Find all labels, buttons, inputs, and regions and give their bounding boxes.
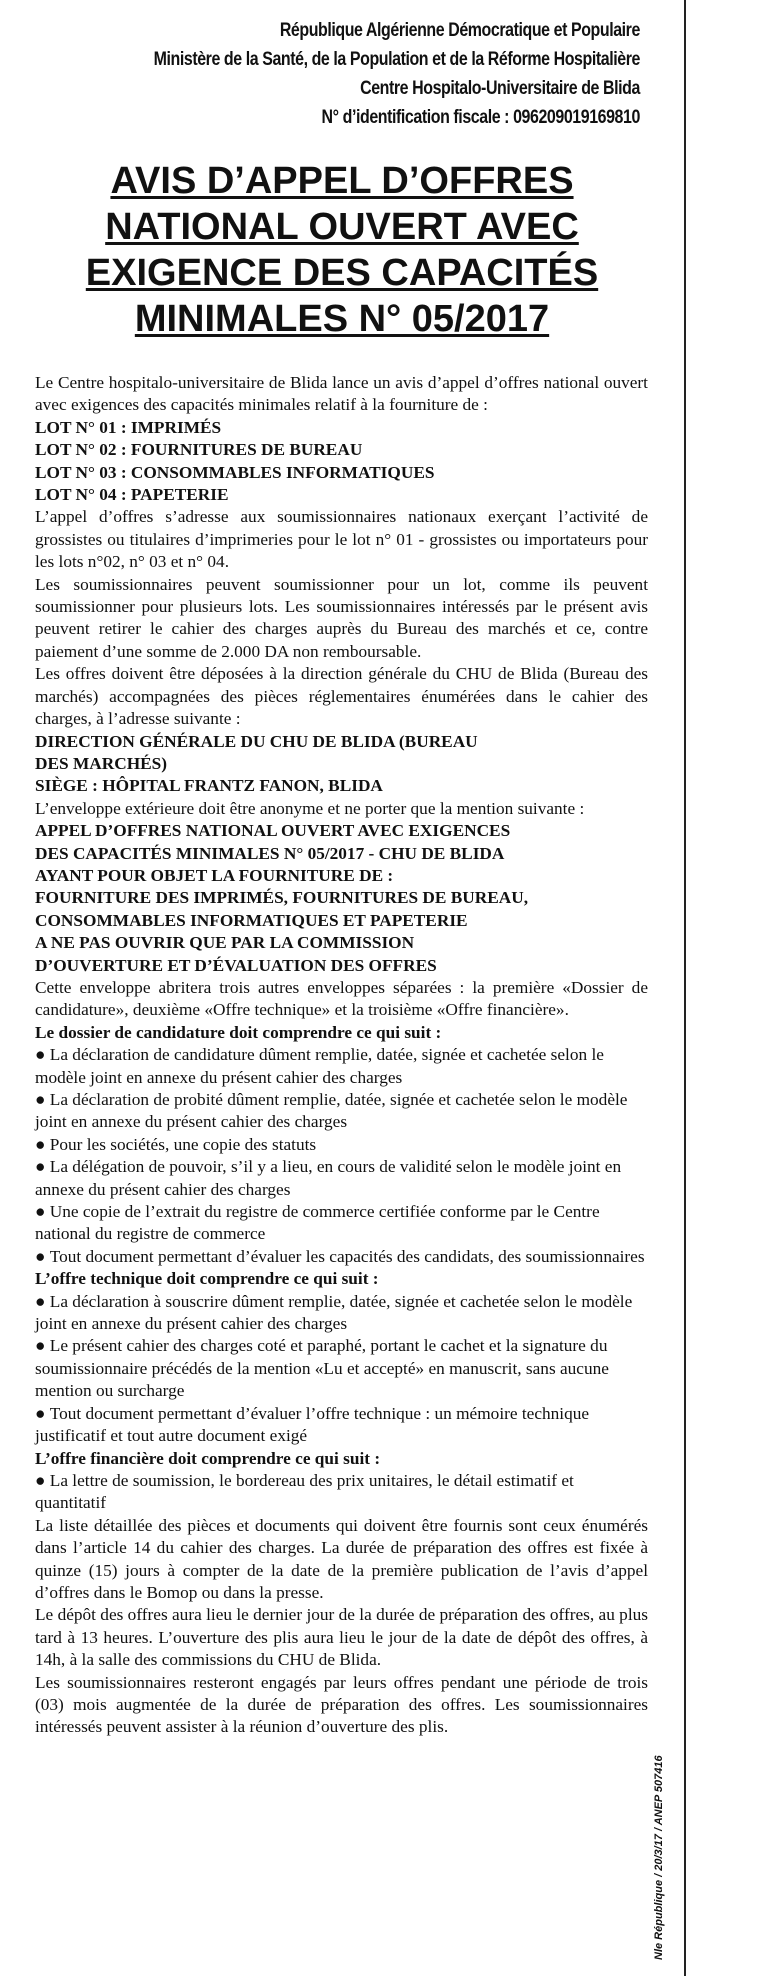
validity-paragraph: Les soumissionnaires resteront engagés par leurs offres pendant une période de trois (03) mois augmentée de la durée de préparation des offres. Les soumissionnaires intéressés peuvent assister à la réunion d’ouverture des plis. [35, 1672, 648, 1737]
lot-item: LOT N° 01 : IMPRIMÉS [35, 417, 222, 437]
title-line: MINIMALES N° 05/2017 [134, 298, 550, 340]
bullet-item: ● La déclaration de probité dûment remplie, datée, signée et cachetée selon le modèle joint en annexe du présent cahier des charges [35, 1089, 648, 1134]
bullet-item: ● La déclaration de candidature dûment remplie, datée, signée et cachetée selon le modèle joint en annexe du présent cahier des charges [35, 1044, 648, 1089]
notice-title [0, 158, 684, 342]
lot-item: LOT N° 02 : FOURNITURES DE BUREAU [35, 440, 363, 460]
column-rule [684, 0, 686, 1976]
bullet-item: ● La déclaration à souscrire dûment remplie, datée, signée et cachetée selon le modèle joint en annexe du présent cahier des charges [35, 1291, 648, 1336]
deadline-paragraph: Le dépôt des offres aura lieu le dernier jour de la durée de préparation des offres, au plus tard à 13 heures. L’ouverture des plis aura lieu le jour de la date de dépôt des offres, à 14h, à la salle des commissions du CHU de Blida. [35, 1605, 648, 1670]
lot-item: LOT N° 04 : PAPETERIE [35, 485, 229, 505]
bullet-item: ● La délégation de pouvoir, s’il y a lieu, en cours de validité selon le modèle joint en annexe du présent cahier des charges [35, 1156, 648, 1201]
mention-line: A NE PAS OUVRIR QUE PAR LA COMMISSION [35, 933, 415, 953]
title-line: NATIONAL OUVERT AVEC [105, 206, 579, 248]
deposit-paragraph: Les offres doivent être déposées à la direction générale du CHU de Blida (Bureau des marchés) accompagnées des pièces réglementaires énumérées dans le cahier des charges, à l’adresse suivante : [35, 664, 648, 729]
mention-line: D’OUVERTURE ET D’ÉVALUATION DES OFFRES [35, 955, 437, 975]
financiere-heading: L’offre financière doit comprendre ce qui suit : [35, 1448, 381, 1468]
lots-paragraph: Les soumissionnaires peuvent soumissionner pour un lot, comme ils peuvent soumissionner pour plusieurs lots. Les soumissionnaires intéressés par le présent avis peuvent retirer le cahier des charges auprès du Bureau des marchés et ce, contre paiement d’une somme de 2.000 DA non remboursable. [35, 574, 648, 661]
title-line: EXIGENCE DES CAPACITÉS [85, 252, 599, 294]
publication-reference: Nle République / 20/3/17 / ANEP 507416 [653, 1755, 665, 1960]
envelopes-paragraph: Cette enveloppe abritera trois autres enveloppes séparées : la première «Dossier de candidature», deuxième «Offre technique» et la troisième «Offre financière». [35, 977, 648, 1020]
mention-line: AYANT POUR OBJET LA FOURNITURE DE : [35, 865, 394, 885]
dossier-heading: Le dossier de candidature doit comprendre ce qui suit : [35, 1022, 442, 1042]
intro-paragraph: Le Centre hospitalo-universitaire de Blida lance un avis d’appel d’offres national ouvert avec exigences des capacités minimales relatif à la fourniture de : [35, 373, 648, 415]
mention-line: APPEL D’OFFRES NATIONAL OUVERT AVEC EXIGENCES [35, 821, 511, 841]
address-line: SIÈGE : HÔPITAL FRANTZ FANON, BLIDA [35, 776, 383, 796]
envelope-paragraph: L’enveloppe extérieure doit être anonyme et ne porter que la mention suivante : [35, 798, 585, 818]
issuer-header [154, 16, 640, 132]
documents-paragraph: La liste détaillée des pièces et documents qui doivent être fournis sont ceux énumérés dans l’article 14 du cahier des charges. La durée de préparation des offres est fixée à quinze (15) jours à compter de la date de la première publication de l’avis d’appel d’offres dans le Bomop ou dans la presse. [35, 1515, 648, 1602]
mention-line: DES CAPACITÉS MINIMALES N° 05/2017 - CHU DE BLIDA [35, 843, 505, 863]
bullet-item: ● La lettre de soumission, le bordereau des prix unitaires, le détail estimatif et quantitatif [35, 1470, 648, 1515]
address-line: DIRECTION GÉNÉRALE DU CHU DE BLIDA (BUREAU [35, 731, 478, 751]
technique-heading: L’offre technique doit comprendre ce qui suit : [35, 1269, 379, 1289]
lot-item: LOT N° 03 : CONSOMMABLES INFORMATIQUES [35, 462, 435, 482]
eligibility-paragraph: L’appel d’offres s’adresse aux soumissionnaires nationaux exerçant l’activité de grossistes ou titulaires d’imprimeries pour le lot n° 01 - grossistes ou importateurs pour les lots n°02, n° 03 et n° 04. [35, 507, 648, 572]
header-tax-id: N° d’identification fiscale : 096209019169810 [321, 107, 640, 128]
address-line: DES MARCHÉS) [35, 753, 168, 773]
bullet-item: ● Tout document permettant d’évaluer les capacités des candidats, des soumissionnaires [35, 1246, 648, 1268]
mention-line: FOURNITURE DES IMPRIMÉS, FOURNITURES DE BUREAU, [35, 888, 529, 908]
mention-line: CONSOMMABLES INFORMATIQUES ET PAPETERIE [35, 910, 468, 930]
bullet-item: ● Pour les sociétés, une copie des statuts [35, 1134, 648, 1156]
header-hospital: Centre Hospitalo-Universitaire de Blida [360, 78, 640, 99]
header-republic: République Algérienne Démocratique et Populaire [279, 20, 640, 41]
title-line: AVIS D’APPEL D’OFFRES [110, 160, 574, 202]
bullet-item: ● Une copie de l’extrait du registre de commerce certifiée conforme par le Centre national du registre de commerce [35, 1201, 648, 1246]
notice-body [35, 372, 648, 1739]
bullet-item: ● Le présent cahier des charges coté et paraphé, portant le cachet et la signature du soumissionnaire précédés de la mention «Lu et accepté» en manuscrit, sans aucune mention ou surcharge [35, 1335, 648, 1402]
header-ministry: Ministère de la Santé, de la Population et de la Réforme Hospitalière [153, 49, 640, 70]
bullet-item: ● Tout document permettant d’évaluer l’offre technique : un mémoire technique justificatif et tout autre document exigé [35, 1403, 648, 1448]
